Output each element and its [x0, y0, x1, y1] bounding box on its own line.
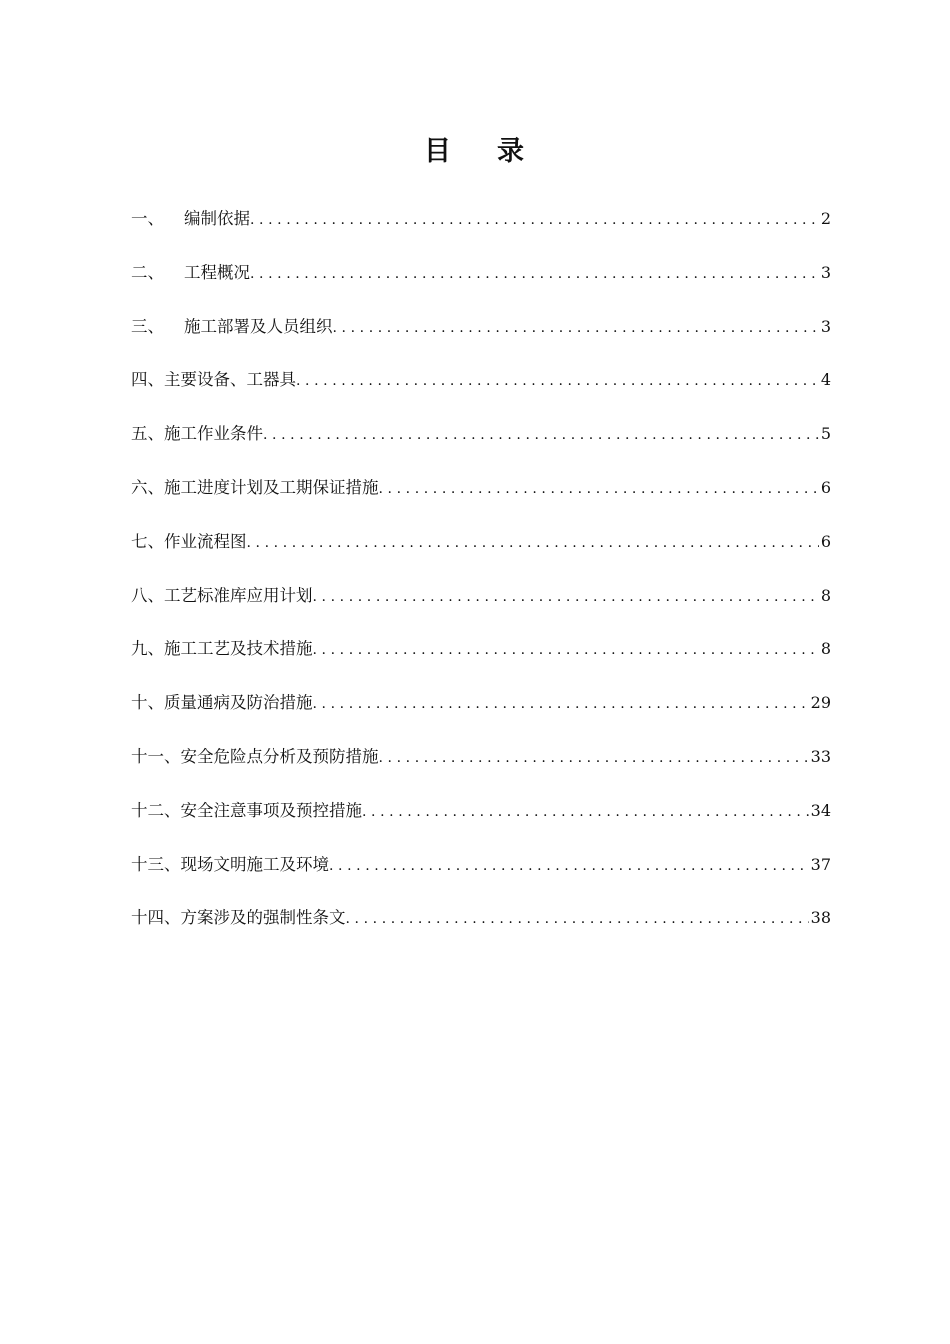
- toc-entry-page: 8: [820, 585, 831, 605]
- toc-entry-text: 施工作业条件: [164, 424, 263, 444]
- toc-entry-number: 八、: [131, 585, 164, 605]
- toc-entry-number: 十、: [131, 693, 164, 713]
- toc-dot-leader: [296, 359, 819, 403]
- toc-dot-leader: [247, 521, 819, 565]
- toc-entry-text: 施工部署及人员组织: [184, 316, 333, 336]
- toc-dot-leader: [379, 736, 809, 780]
- toc-dot-leader: [313, 682, 809, 726]
- toc-entry-text: 主要设备、工器具: [164, 370, 296, 390]
- toc-dot-leader: [379, 467, 819, 511]
- toc-dot-leader: [362, 790, 809, 834]
- toc-entry[interactable]: [131, 681, 831, 735]
- toc-entry-page: 4: [820, 370, 831, 390]
- toc-dot-leader: [313, 575, 819, 619]
- toc-dot-leader: [333, 306, 819, 350]
- toc-entry-number: 十二、: [131, 800, 181, 820]
- toc-entry-number: 十一、: [131, 746, 181, 766]
- toc-entry-text: 安全注意事项及预控措施: [180, 800, 362, 820]
- toc-entry-text: 工程概况: [184, 262, 250, 282]
- toc-entry[interactable]: [131, 520, 831, 574]
- toc-dot-leader: [346, 897, 809, 941]
- toc-entry[interactable]: [131, 305, 831, 359]
- toc-entry-number: 一、: [131, 209, 164, 228]
- toc-dot-leader: [250, 252, 819, 296]
- toc-entry-page: 2: [820, 209, 831, 228]
- toc-entry[interactable]: [131, 358, 831, 412]
- toc-entry-page: 38: [810, 908, 831, 928]
- toc-entry-number: 九、: [131, 639, 164, 659]
- toc-entry-number: 五、: [131, 424, 164, 444]
- toc-entry[interactable]: [131, 251, 831, 305]
- toc-entry-text: 方案涉及的强制性条文: [180, 908, 346, 928]
- toc-entry-text: 安全危险点分析及预防措施: [180, 746, 379, 766]
- toc-entry-text: 质量通病及防治措施: [164, 693, 313, 713]
- toc-entry-page: 33: [810, 746, 831, 766]
- toc-title-part1: 目: [424, 136, 453, 167]
- toc-entry-page: 5: [820, 424, 831, 444]
- toc-entry-text: 现场文明施工及环境: [180, 854, 329, 874]
- toc-entry[interactable]: [131, 197, 831, 251]
- toc-entry[interactable]: [131, 627, 831, 681]
- toc-entry[interactable]: [131, 574, 831, 628]
- toc-entry-number: 四、: [131, 370, 164, 390]
- toc-entry[interactable]: [131, 896, 831, 950]
- toc-dot-leader: [313, 628, 819, 672]
- toc-entry[interactable]: [131, 412, 831, 466]
- toc-title: [0, 128, 950, 176]
- toc-dot-leader: [263, 413, 819, 457]
- toc-entry-page: 3: [820, 262, 831, 282]
- toc-entry[interactable]: [131, 843, 831, 897]
- toc-entry[interactable]: [131, 789, 831, 843]
- toc-title-part2: 录: [497, 136, 526, 167]
- toc-entry-page: 6: [820, 477, 831, 497]
- toc-entry-page: 8: [820, 639, 831, 659]
- toc-entry[interactable]: [131, 466, 831, 520]
- toc-dot-leader: [329, 844, 809, 888]
- toc-entry-page: 29: [810, 693, 831, 713]
- toc-entry-number: 三、: [131, 316, 164, 336]
- toc-entry-page: 37: [810, 854, 831, 874]
- toc-dot-leader: [250, 198, 819, 242]
- toc-entry-page: 34: [810, 800, 831, 820]
- toc-entry-number: 十四、: [131, 908, 181, 928]
- toc-entry-number: 二、: [131, 262, 164, 282]
- toc-entry-number: 六、: [131, 477, 164, 497]
- toc-entry-text: 作业流程图: [164, 531, 247, 551]
- toc-entry-number: 十三、: [131, 854, 181, 874]
- toc-entry-text: 施工工艺及技术措施: [164, 639, 313, 659]
- toc-entry-number: 七、: [131, 531, 164, 551]
- toc-list: [131, 197, 831, 950]
- toc-entry[interactable]: [131, 735, 831, 789]
- toc-entry-page: 6: [820, 531, 831, 551]
- toc-entry-page: 3: [820, 316, 831, 336]
- toc-entry-text: 工艺标准库应用计划: [164, 585, 313, 605]
- toc-entry-text: 施工进度计划及工期保证措施: [164, 477, 379, 497]
- toc-entry-text: 编制依据: [184, 209, 250, 228]
